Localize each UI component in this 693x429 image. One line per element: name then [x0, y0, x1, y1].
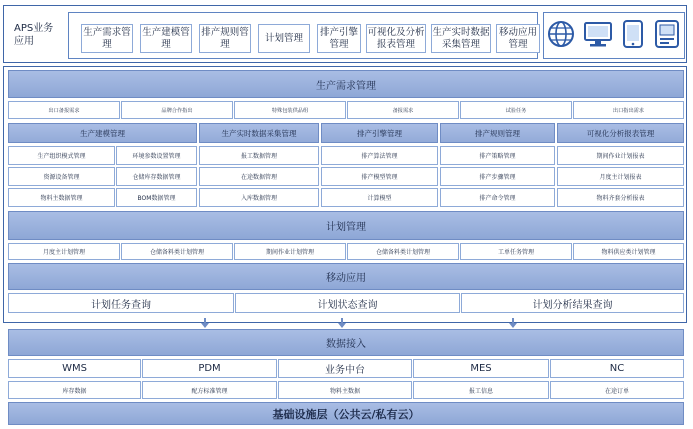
aps-header-frame — [3, 5, 687, 63]
desktop-icon — [582, 18, 614, 50]
tablet-icon — [618, 18, 648, 50]
arrow-down-icon — [512, 318, 514, 324]
engine-item[interactable]: 排产算法管理 — [321, 146, 438, 165]
access-detail: 配方标准管理 — [142, 381, 277, 399]
modeling-item[interactable]: 环境参数设置管理 — [116, 146, 197, 165]
access-system[interactable]: MES — [413, 359, 549, 378]
terminal-icon — [652, 18, 682, 50]
aps-title: APS业务应用 — [14, 23, 54, 47]
group-header-engine: 排产引擎管理 — [321, 123, 438, 143]
access-detail: 在途订单 — [550, 381, 684, 399]
group-header-rules: 排产规则管理 — [440, 123, 555, 143]
visual-item[interactable]: 期间作业计划报表 — [557, 146, 684, 165]
module-rules[interactable]: 排产规则管理 — [199, 24, 251, 53]
modeling-item[interactable]: 生产组织模式管理 — [8, 146, 115, 165]
demand-band: 生产需求管理 — [8, 70, 684, 98]
modeling-item[interactable]: 仓储库存数据管理 — [116, 167, 197, 186]
realtime-item[interactable]: 报工数据管理 — [199, 146, 319, 165]
realtime-item[interactable]: 入库数据管理 — [199, 188, 319, 207]
module-modeling[interactable]: 生产建模管理 — [140, 24, 192, 53]
module-realtime[interactable]: 生产实时数据采集管理 — [431, 24, 491, 53]
plan-item[interactable]: 月度主计划管理 — [8, 243, 120, 260]
module-engine[interactable]: 排产引擎管理 — [317, 24, 361, 53]
module-mobile[interactable]: 移动应用管理 — [496, 24, 540, 53]
module-plan[interactable]: 计划管理 — [258, 24, 310, 53]
modeling-item[interactable]: BOM数据管理 — [116, 188, 197, 207]
plan-item[interactable]: 仓储备料类计划管理 — [347, 243, 459, 260]
mobile-item[interactable]: 计划状态查询 — [235, 293, 460, 313]
module-demand[interactable]: 生产需求管理 — [81, 24, 133, 53]
rules-item[interactable]: 排产步骤管理 — [440, 167, 555, 186]
access-system[interactable]: PDM — [142, 359, 277, 378]
visual-item[interactable]: 月度主计划报表 — [557, 167, 684, 186]
access-band: 数据接入 — [8, 329, 684, 356]
rules-item[interactable]: 排产策略管理 — [440, 146, 555, 165]
access-system[interactable]: WMS — [8, 359, 141, 378]
globe-icon — [546, 18, 576, 50]
mobile-band: 移动应用 — [8, 263, 684, 290]
access-system[interactable]: NC — [550, 359, 684, 378]
group-header-modeling: 生产建模管理 — [8, 123, 197, 143]
mobile-item[interactable]: 计划任务查询 — [8, 293, 234, 313]
engine-item[interactable]: 计算模型 — [321, 188, 438, 207]
demand-item[interactable]: 出口指出需求 — [573, 101, 684, 119]
demand-item[interactable]: 特殊包装供品组 — [234, 101, 346, 119]
demand-item[interactable]: 试验任务 — [460, 101, 572, 119]
arrow-down-icon — [204, 318, 206, 324]
access-detail: 报工信息 — [413, 381, 549, 399]
demand-item[interactable]: 出口备报需求 — [8, 101, 120, 119]
engine-item[interactable]: 排产模型管理 — [321, 167, 438, 186]
arrow-down-icon — [341, 318, 343, 324]
demand-item[interactable]: 备报需求 — [347, 101, 459, 119]
access-detail: 库存数据 — [8, 381, 141, 399]
plan-band: 计划管理 — [8, 211, 684, 240]
group-header-visual: 可视化分析报表管理 — [557, 123, 684, 143]
plan-item[interactable]: 工单任务管理 — [460, 243, 572, 260]
demand-item[interactable]: 品牌合作指出 — [121, 101, 233, 119]
access-detail: 物料主数据 — [278, 381, 412, 399]
modeling-item[interactable]: 物料主数据管理 — [8, 188, 115, 207]
realtime-item[interactable]: 在途数据管理 — [199, 167, 319, 186]
plan-item[interactable]: 仓储备料类计划管理 — [121, 243, 233, 260]
group-header-realtime: 生产实时数据采集管理 — [199, 123, 319, 143]
access-system[interactable]: 业务中台 — [278, 359, 412, 378]
mobile-item[interactable]: 计划分析结果查询 — [461, 293, 684, 313]
visual-item[interactable]: 物料齐套分析报表 — [557, 188, 684, 207]
rules-item[interactable]: 排产命令管理 — [440, 188, 555, 207]
plan-item[interactable]: 期间作业计划管理 — [234, 243, 346, 260]
infra-band: 基础设施层（公共云/私有云） — [8, 402, 684, 425]
modeling-item[interactable]: 资源设备管理 — [8, 167, 115, 186]
plan-item[interactable]: 物料供应类计划管理 — [573, 243, 684, 260]
module-visual[interactable]: 可视化及分析报表管理 — [366, 24, 426, 53]
